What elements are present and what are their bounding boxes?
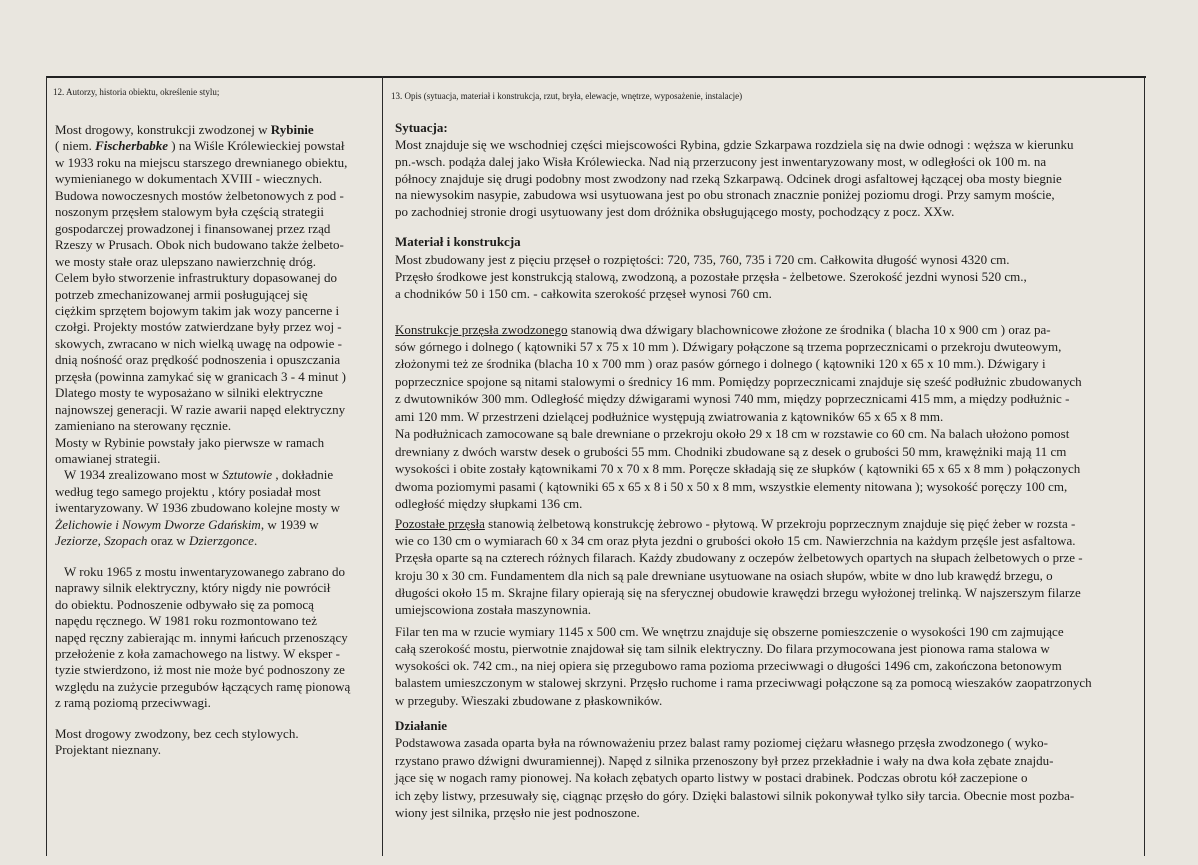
right-text-line: po zachodniej stronie drogi usytuowany jest dom dróżnika obsługującego mosty, pochodzący z pocz. XXw. [395,204,955,220]
right-text-line: dwoma poziomymi pasami ( kątowniki 65 x 65 x 8 i 50 x 50 x 8 mm, wszystkie elementy nitowana ); wysokość poręczy 100 cm, [395,478,1068,494]
place-name: Jeziorze, Szopach [55,533,148,549]
right-text-line: umiejscowiona została maszynownia. [395,602,592,618]
left-text-line: noszonym przęsłem stalowym była częścią strategii [55,204,324,220]
left-text-line: wymienianego w dokumentach XVIII - wiecznych. [55,171,323,187]
left-text-line: Żelichowie i Nowym Dworze Gdańskim, w 1939 w [55,516,319,532]
left-text-line: ciężkim sprzętem bojowym takim jak wozy pancerne i [55,302,340,318]
right-text-line: wysokości ok. 742 cm., na niej opiera się przegubowo rama pozioma przeciwwagi o długości 1496 cm, zakończona betonowym [395,658,1062,674]
right-text-line: z dwutowników 300 mm. Odległość między dźwigarami wynosi 740 mm, między poprzecznicami 415 mm, a między podłużnic - [395,391,1070,407]
right-text-line: pn.-wsch. podąża dalej jako Wisła Królewiecka. Nad nią przerzucony jest inwentaryzowany most, w odległości ok 100 m. na [395,153,1047,169]
section-title-dzialanie: Działanie [395,718,447,733]
left-text-line: tyzie stwierdzono, iż most nie może być podnoszony ze [55,662,345,678]
place-name: Żelichowie i Nowym Dworze Gdańskim [55,516,261,532]
right-text-line: wie co 130 cm o wymiarach 60 x 34 cm oraz płyta jezdni o grubości około 15 cm. Nawierzchnia na każdym przęśle jest asfaltowa. [395,533,1076,548]
left-text-line: do obiektu. Podnoszenie odbywało się za pomocą [55,596,314,612]
right-text-line: jące się w nogach ramy pionowej. Na kołach zębatych oparto listwy w postaci drabinek. Podczas obrotu kół zaczepione o [395,770,1028,785]
right-text-line: odległość między słupkami 136 cm. [395,496,583,512]
left-text-line: W 1934 zrealizowano most w Sztutowie , dokładnie [64,467,334,483]
left-text-line: Most drogowy, konstrukcji zwodzonej w Rybinie [55,122,314,137]
left-text-line: Jeziorze, Szopach oraz w Dzierzgonce. [55,533,258,549]
right-text-line: Na podłużnicach zamocowane są bale drewniane o przekroju około 29 x 18 cm w rozstawie co 60 cm. Na balach ułożono pomost [395,426,1070,442]
left-text-line: zamieniano na sterowany ręcznie. [55,418,232,434]
left-text-line: przęsła (powinna zamykać się w granicach 3 - 4 minut ) [55,368,346,384]
right-rule [1144,76,1145,856]
right-text-line: Filar ten ma w rzucie wymiary 1145 x 500 cm. We wnętrzu znajduje się obszerne pomieszczenie o wysokości 190 cm zajmujące [395,623,1064,639]
right-text-line: Przęsła oparte są na czterech różnych filarach. Każdy zbudowany z oczepów żelbetowych opartych na słupach żelbetowych o prze - [395,550,1083,566]
left-text-line: względu na zużycie przegubów łączących ramę pionową [55,678,351,694]
left-text-line: Most drogowy zwodzony, bez cech stylowych. [55,725,299,741]
left-text-line: czołgi. Projekty mostów zatwierdzane były przez woj - [55,319,342,335]
left-text-line: potrzeb zmechanizowanej armii posługującej się [55,286,308,302]
left-text-line: dnią nośność oraz prędkość podnoszenia i opuszczania [55,352,341,368]
right-text-line: złożonymi też ze środnika (blacha 10 x 700 mm ) oraz pasów górnego i dolnego ( kątowniki 120 x 65 x 10 mm.). Dźwigary i [395,356,1046,372]
right-text-line [395,322,1051,337]
left-text-line: iwentaryzowany. W 1936 zbudowano kolejne mosty w [55,500,340,516]
left-text-line: napęd ręczny zabierając m. innymi łańcuch przenoszący [55,629,348,645]
left-text-line: Mosty w Rybinie powstały jako pierwsze w ramach [55,434,325,450]
span-first-line: stanowią dwa dźwigary blachownicowe złożone ze środnika ( blacha 10 x 900 cm ) oraz pa- [567,322,1051,337]
left-text-line: W roku 1965 z mostu inwentaryzowanego zabrano do [64,563,345,579]
left-text-line: gospodarczej prowadzonej i finansowanej przez rząd [55,220,331,236]
span-lead-pozostale: Pozostałe przęsła [395,516,485,531]
left-text-line: Celem było stworzenie infrastruktury dopasowanej do [55,270,337,286]
left-text-line: Budowa nowoczesnych mostów żelbetonowych z pod - [55,187,344,203]
left-text-line: omawianej strategii. [55,451,161,466]
right-text-line: na niewysokim nasypie, zabudowa wsi usytuowana jest po obu stronach znacznie poniżej poziomu drogi. Przy samym moście, [395,187,1055,203]
left-text-line: w 1933 roku na miejscu starszego drewnianego obiektu, [55,154,348,170]
left-text-line: Dlatego mosty te wyposażano w silniki elektryczne [55,385,323,401]
left-text-line: z ramą poziomą przeciwwagi. [55,695,211,711]
right-text-line: długości około 15 m. Skrajne filary opierają się na sferycznej obudowie krawędzi brzegu wyłożonej trelinką. W najszerszym filarze [395,584,1081,600]
right-text-line: Most zbudowany jest z pięciu przęseł o rozpiętości: 720, 735, 760, 735 i 720 cm. Całkowita długość wynosi 4320 cm. [395,252,1010,267]
left-text-line: według tego samego projektu , który posiadał most [55,483,321,499]
right-text-line: Przęsło środkowe jest konstrukcją stalową, zwodzoną, a pozostałe przęsła - żelbetowe. Szerokość jezdni wynosi 520 cm., [395,268,1027,284]
right-text-line [395,516,1075,531]
left-text-line: Rzeszy w Prusach. Obok nich budowano także żelbeto- [55,237,344,253]
right-text-line: sów górnego i dolnego ( kątowniki 57 x 75 x 10 mm ). Dźwigary połączone są trzema poprzecznicami o przekroju dwuteowym, [395,339,1062,354]
right-text-line: Podstawowa zasada oparta była na równoważeniu przez balast ramy poziomej ciężaru własnego przęsła zwodzonego ( wyko- [395,735,1048,750]
right-text-line: wiony jest silnika, przęsło nie jest podnoszone. [395,805,640,820]
place-name: Sztutowie [222,467,273,483]
column-divider [382,76,383,856]
right-text-line: Most znajduje się we wschodniej części miejscowości Rybina, gdzie Szkarpawa rozdziela się na dwie odnogi : węższa w kierunku [395,137,1074,152]
right-text-line: w przeguby. Wieszaki zbudowane z płaskowników. [395,692,663,708]
span-first-line: stanowią żelbetową konstrukcję żebrowo - płytową. W przekroju poprzecznym znajduje się pięć żeber w rozsta - [484,516,1076,531]
left-text-line: naprawy silnik elektryczny, który nigdy nie powrócił [55,580,331,596]
section-title-material: Materiał i konstrukcja [395,234,521,249]
left-text-line: napędu ręcznego. W 1981 roku rozmontowano też [55,613,317,629]
right-text-line: balastem umieszczonym w stalowej skrzyni. Przęsło ruchome i rama przeciwwagi połączone są za pomocą wieszaków zaopatrzonych [395,675,1092,691]
right-text-line: rzystano prawo dźwigni dwuramiennej). Napęd z silnika przenoszony był przez przekładnie i wały na dwa koła zębate znajdu- [395,752,1054,768]
right-text-line: wysokości i obite zostały kątownikami 70 x 70 x 8 mm. Poręcze składają się ze słupków ( kątowniki 65 x 65 x 8 mm ) połączonych [395,461,1081,477]
left-text-line: skowych, zwracano w nich wielką uwagę na odpowie - [55,335,342,351]
right-text-line: całą szerokość mostu, pierwotnie znajdował się tam silnik elektryczny. Do filara przymocowana jest pionowa rama stalowa w [395,640,1050,656]
section-title-sytuacja: Sytuacja: [395,120,448,135]
left-text-line: przełożenie z koła zamachowego na listwy. W eksper - [55,645,340,661]
right-text-line: ami 120 mm. W przestrzeni dzielącej podłużnice występują zwiatrowania z kątowników 65 x 65 x 8 mm. [395,408,944,424]
left-text-line: najnowszej generacji. W razie awarii napęd elektryczny [55,401,346,417]
top-rule [46,76,1146,78]
span-lead-konstrukcje: Konstrukcje przęsła zwodzonego [395,322,568,337]
right-text-line: kroju 30 x 30 cm. Fundamentem dla nich są pale drewniane usytuowane na osiach słupów, wbite w dno lub krawędź brzegu, o [395,567,1053,583]
right-text-line: północy znajduje się drugi podobny most zwodzony nad rzeką Szkarpawą. Odcinek drogi asfaltowej łączącej oba mosty biegnie [395,170,1062,186]
left-text-line: Projektant nieznany. [55,742,162,758]
right-text-line: a chodników 50 i 150 cm. - całkowita szerokość przęseł wynosi 760 cm. [395,285,772,301]
right-text-line: poprzecznice spojone są nitami stalowymi o średnicy 16 mm. Pomiędzy poprzecznicami znajduje się sześć podłużnic zbudowanych [395,373,1082,389]
place-name: Dzierzgonce [188,533,254,549]
emphasis-rybinie: Rybinie [270,122,314,137]
left-text-line: ( niem. Fischerbabke ) na Wiśle Królewieckiej powstał [55,138,345,154]
emphasis-fischerbabke: Fischerbabke [95,138,169,154]
left-column-heading: 12. Autorzy, historia obiektu, określenie stylu; [53,87,220,97]
right-column-heading: 13. Opis (sytuacja, materiał i konstrukcja, rzut, bryła, elewacje, wnętrze, wyposażenie, instalacje) [391,91,743,101]
right-text-line: ich zęby listwy, przesuwały się, ciągnąc przęsło do góry. Dzięki balastowi silnik pokonywał tylko siły tarcia. Obecnie most pozba- [395,787,1075,803]
left-text-line: we mosty stałe oraz ulepszano nawierzchnię dróg. [55,253,316,269]
right-text-line: drewniany z dwóch warstw desek o grubości 55 mm. Chodniki zbudowane są z desek o grubości 50 mm, krawężniki mają 11 cm [395,443,1067,459]
left-rule [46,76,47,856]
